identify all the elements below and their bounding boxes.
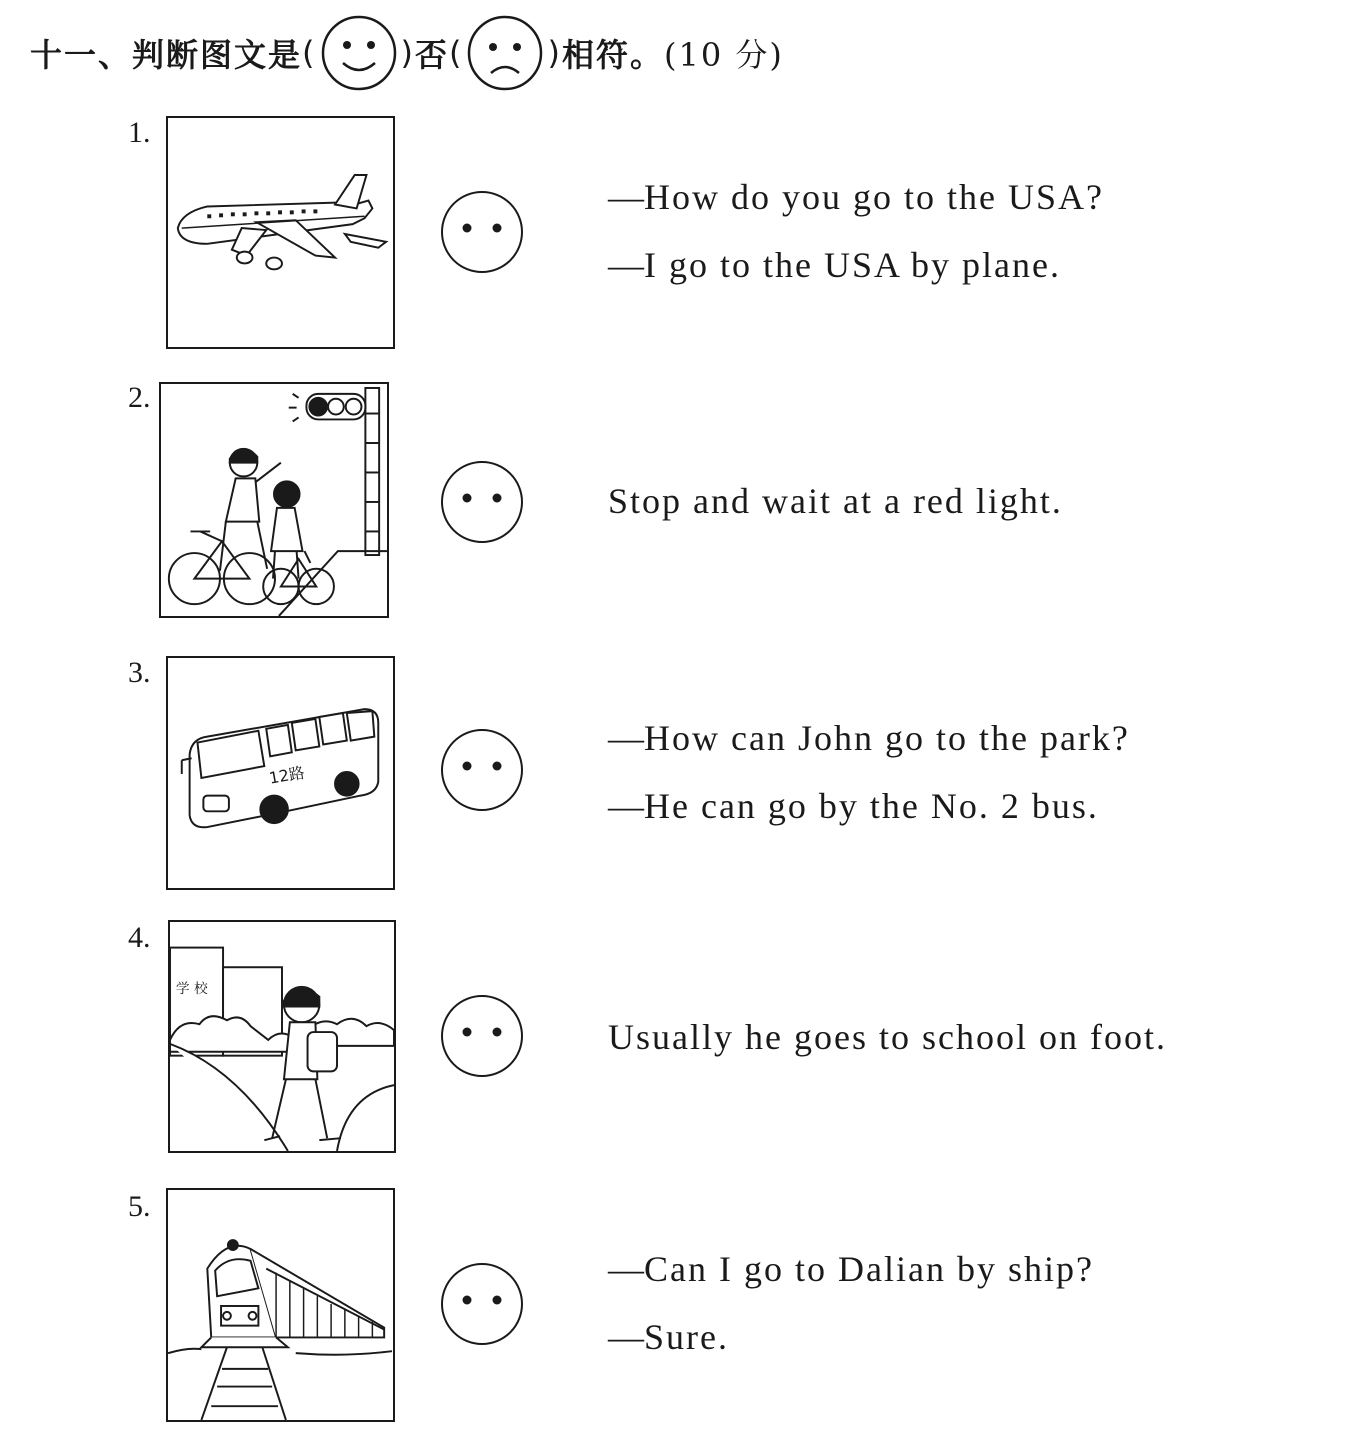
answer-blank-face[interactable] (440, 460, 524, 544)
answer-blank-face[interactable] (440, 1262, 524, 1346)
statement-line: Stop and wait at a red light. (608, 481, 1063, 521)
question-number: 1. (128, 116, 151, 149)
blank-face-icon (440, 1262, 524, 1346)
dialogue-line: —He can go by the No. 2 bus. (608, 786, 1099, 826)
airplane-icon (168, 118, 393, 347)
question-number: 5. (128, 1190, 151, 1223)
blank-face-icon (440, 460, 524, 544)
train-picture (166, 1188, 395, 1422)
dialogue-line: —How can John go to the park? (608, 718, 1130, 758)
blank-face-icon (440, 190, 524, 274)
answer-blank-face[interactable] (440, 190, 524, 274)
title-suffix: 相符。 (561, 36, 664, 74)
dialogue-text (608, 1235, 1094, 1371)
boy-walking-to-school-icon (170, 922, 394, 1151)
title-middle: 否 (414, 36, 449, 74)
walking-to-school-picture (168, 920, 396, 1153)
train-icon (168, 1190, 393, 1420)
question-number: 2. (128, 381, 151, 414)
school-sign-label: 学 校 (175, 980, 208, 997)
score-label: (10 分) (663, 36, 784, 74)
title-prefix: 十一、判断图文是 (30, 36, 303, 74)
children-bicycles-traffic-light-icon (161, 384, 387, 616)
answer-blank-face[interactable] (440, 728, 524, 812)
bus-icon (168, 658, 393, 888)
dialogue-line: —I go to the USA by plane. (608, 245, 1061, 285)
bus-route-label: 12路 (267, 762, 307, 788)
statement-line: Usually he goes to school on foot. (608, 1017, 1167, 1057)
question-number: 3. (128, 656, 151, 689)
question-number: 4. (128, 921, 151, 954)
statement-text (608, 1003, 1167, 1071)
dialogue-line: —How do you go to the USA? (608, 177, 1104, 217)
dialogue-text (608, 163, 1104, 299)
sad-face-icon (465, 13, 545, 93)
statement-text (608, 467, 1063, 535)
exercise-title: 十一、判断图文是 ( ) 否 ( ) 相符。 (10 分) (30, 18, 784, 88)
answer-blank-face[interactable] (440, 994, 524, 1078)
traffic-light-picture (159, 382, 389, 618)
blank-face-icon (440, 994, 524, 1078)
dialogue-text (608, 704, 1130, 840)
dialogue-line: —Sure. (608, 1317, 729, 1357)
smiley-face-icon (319, 13, 399, 93)
airplane-picture (166, 116, 395, 349)
dialogue-line: —Can I go to Dalian by ship? (608, 1249, 1094, 1289)
blank-face-icon (440, 728, 524, 812)
bus-picture (166, 656, 395, 890)
